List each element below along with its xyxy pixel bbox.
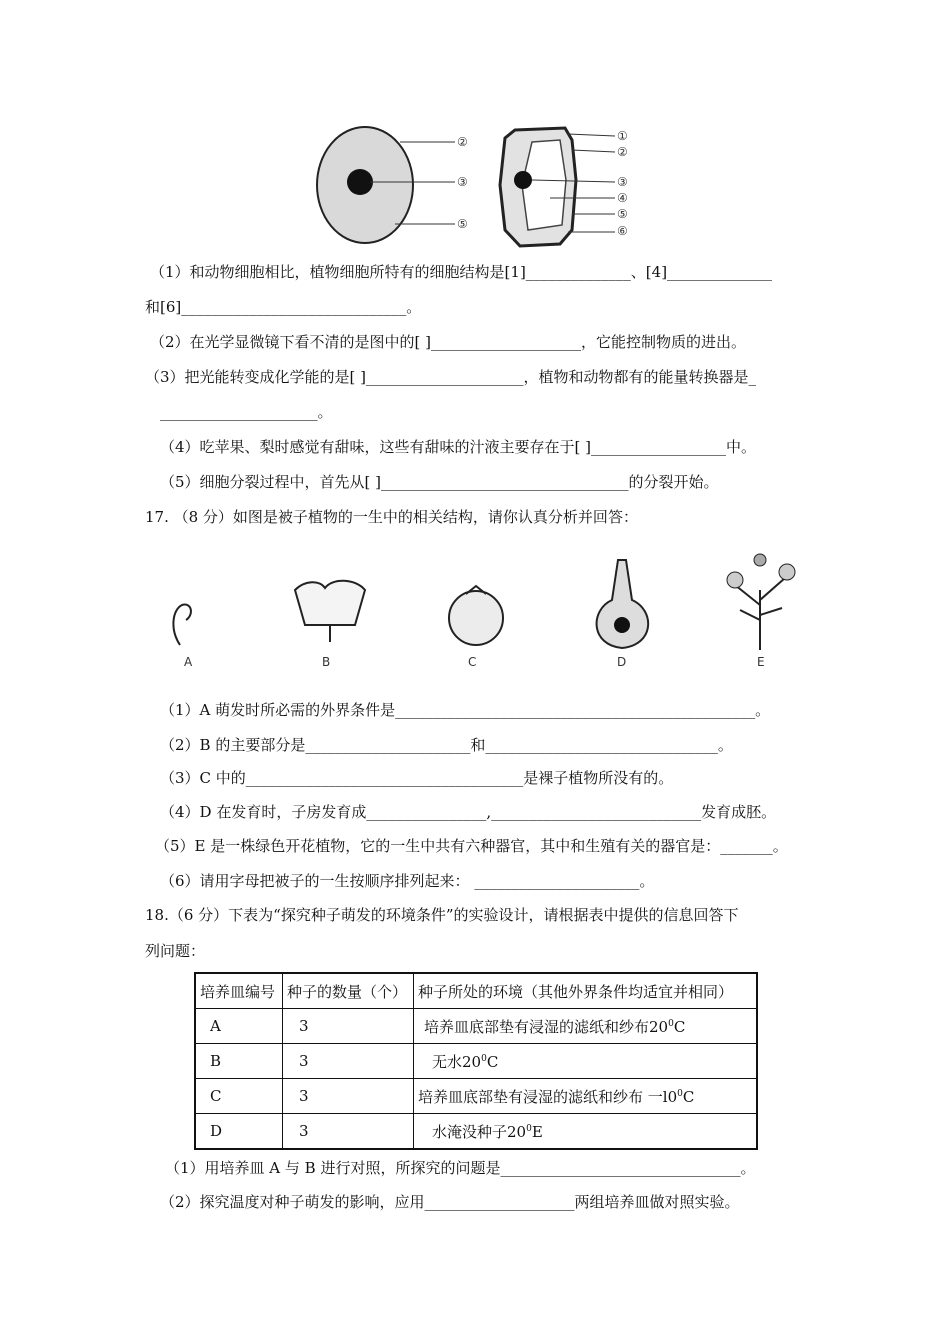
animal-cell-nucleus	[347, 169, 373, 195]
q16-item-2: （2）在光学显微镜下看不清的是图中的[ ]____________________，它能控制物质的进出。	[150, 333, 747, 351]
q17-item-3: （3）C 中的_____________________________________是裸子植物所没有的。	[160, 769, 674, 787]
figure-a-seedling	[173, 605, 191, 645]
table-header-row	[195, 973, 757, 1009]
q16-item-5: （5）细胞分裂过程中，首先从[ ]_________________________________的分裂开始。	[160, 473, 719, 491]
q17-item-2: （2）B 的主要部分是______________________和_______________________________。	[160, 736, 733, 754]
q17-title: 17. （8 分）如图是被子植物的一生中的相关结构，请你认真分析并回答：	[145, 508, 638, 526]
experiment-table	[194, 972, 758, 1150]
cell-environment: 培养皿底部垫有浸湿的滤纸和纱布 一$l0^0C$	[414, 1079, 758, 1114]
table-row	[195, 1044, 757, 1079]
cell-environment: 无水$20^0C$	[414, 1044, 758, 1079]
cell-environment: 水淹没种子$20^0E$	[414, 1114, 758, 1150]
q16-item-3a: （3）把光能转变成化学能的是[ ]_____________________，植物和动物都有的能量转换器是_	[145, 368, 757, 386]
cell-count: 3	[283, 1114, 414, 1150]
animal-label-2: ②	[457, 135, 468, 149]
q17-item-4: （4）D 在发育时，子房发育成________________,____________________________发育成胚。	[160, 803, 777, 821]
cell-dish: B	[195, 1044, 283, 1079]
animal-label-3: ③	[457, 175, 468, 189]
header-dish-number: 培养皿编号	[195, 973, 283, 1009]
figure-d-pistil	[597, 560, 649, 648]
cell-dish: A	[195, 1009, 283, 1044]
header-environment: 种子所处的环境（其他外界条件均适宜并相同）	[414, 973, 758, 1009]
q18-title-line1: 18.（6 分）下表为“探究种子萌发的环境条件”的实验设计，请根据表中提供的信息回答下	[145, 906, 739, 924]
figure-label-d: D	[617, 655, 627, 669]
cell-dish: C	[195, 1079, 283, 1114]
figure-e-plant	[735, 578, 785, 650]
plant-cell-nucleus	[514, 171, 532, 189]
q17-item-6: （6）请用字母把被子的一生按顺序排列起来： ______________________。	[160, 872, 655, 890]
cell-count: 3	[283, 1009, 414, 1044]
q17-item-5: （5）E 是一株绿色开花植物，它的一生中共有六种器官，其中和生殖有关的器官是：_______。	[155, 837, 788, 855]
figure-label-a: A	[184, 655, 193, 669]
plant-label-6: ⑥	[617, 224, 628, 238]
cell-count: 3	[283, 1044, 414, 1079]
figure-label-c: C	[468, 655, 477, 669]
table-row	[195, 1079, 757, 1114]
header-seed-count: 种子的数量（个）	[283, 973, 414, 1009]
animal-label-5: ⑤	[457, 217, 468, 231]
cell-count: 3	[283, 1079, 414, 1114]
figure-c-fruit	[449, 591, 503, 645]
q18-item-1: （1）用培养皿 A 与 B 进行对照，所探究的问题是________________________________。	[165, 1159, 756, 1177]
plant-label-5: ⑤	[617, 207, 628, 221]
figure-b-flower	[295, 581, 365, 625]
plant-label-3: ③	[617, 175, 628, 189]
q16-item-1b: 和[6]______________________________。	[145, 298, 422, 316]
angiosperm-life-cycle-figure	[160, 550, 800, 665]
q16-item-1a: （1）和动物细胞相比，植物细胞所特有的细胞结构是[1]______________、[4]______________	[150, 263, 773, 281]
table-row	[195, 1009, 757, 1044]
q18-item-2: （2）探究温度对种子萌发的影响，应用____________________两组培养皿做对照实验。	[160, 1193, 740, 1211]
cell-diagram	[310, 120, 650, 255]
plant-label-1: ①	[617, 129, 628, 143]
figure-label-e: E	[757, 655, 765, 669]
cell-dish: D	[195, 1114, 283, 1150]
q16-item-3b: _____________________。	[160, 403, 333, 421]
plant-label-2: ②	[617, 145, 628, 159]
q16-item-4: （4）吃苹果、梨时感觉有甜味，这些有甜味的汁液主要存在于[ ]__________________中。	[160, 438, 757, 456]
q18-title-line2: 列问题：	[145, 942, 206, 960]
figure-label-b: B	[322, 655, 331, 669]
cell-environment: 培养皿底部垫有浸湿的滤纸和纱布$20^0C$	[414, 1009, 758, 1044]
q17-item-1: （1）A 萌发时所必需的外界条件是________________________________________________。	[160, 701, 771, 719]
table-row	[195, 1114, 757, 1150]
plant-label-4: ④	[617, 191, 628, 205]
